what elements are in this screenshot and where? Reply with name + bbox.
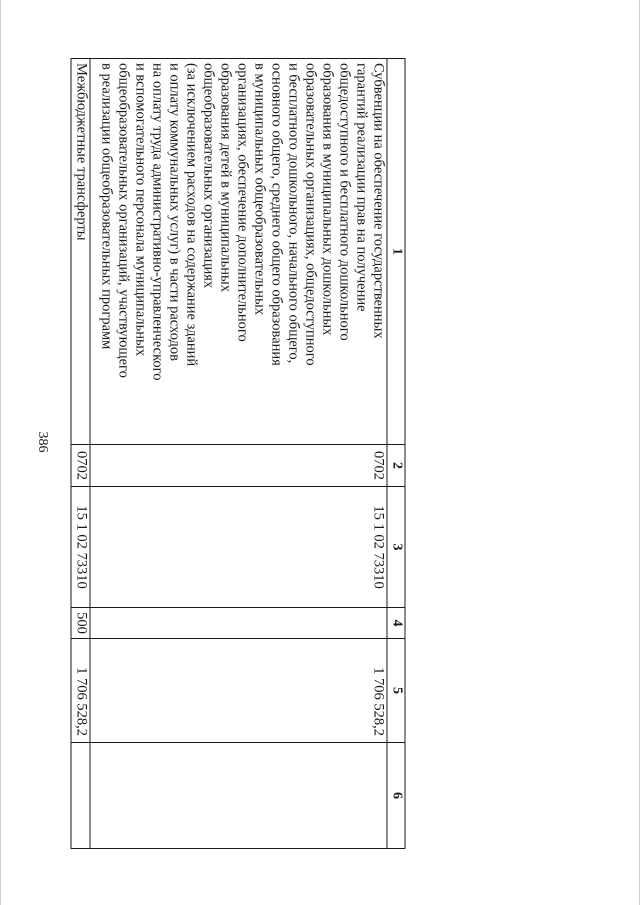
description-line: в муниципальных общеобразовательных — [251, 63, 267, 316]
description-line: образования в муниципальных дошкольных — [319, 63, 335, 336]
row-amount: 1 706 528,2 — [90, 639, 387, 743]
description-line: образовательных организациях, общедоступного — [302, 63, 318, 366]
description-line: и вспомогательного персонала муниципальных — [132, 63, 148, 356]
header-col-3: 3 — [387, 487, 405, 608]
row-description — [90, 59, 387, 445]
row-target-code: 15 1 02 73310 — [90, 487, 387, 608]
table-header-row — [387, 59, 405, 849]
rotated-table-container — [70, 58, 405, 848]
row-section-code: 0702 — [90, 445, 387, 487]
table-row — [90, 59, 387, 849]
description-line: основного общего, среднего общего образования — [268, 63, 284, 366]
description-line: организациях, обеспечение дополнительного — [234, 63, 250, 342]
table-row — [71, 59, 90, 849]
page-number: 386 — [35, 431, 50, 453]
description-line: в реализации общеобразовательных программ — [98, 63, 114, 350]
header-col-5: 5 — [387, 639, 405, 743]
row-target-code: 15 1 02 73310 — [71, 487, 90, 608]
description-line: общедоступного и бесплатного дошкольного — [336, 63, 352, 341]
row-amount: 1 706 528,2 — [71, 639, 90, 743]
description-line: образования детей в муниципальных — [217, 63, 233, 292]
description-line: на оплату труда административно-управленческого — [149, 63, 165, 381]
description-line: и бесплатного дошкольного, начального общего, — [285, 63, 301, 364]
budget-table — [70, 58, 405, 849]
description-line: (за исключением расходов на содержание зданий — [183, 63, 199, 367]
description-line: общеобразовательных организаций, участвующего — [115, 63, 131, 378]
header-col-4: 4 — [387, 608, 405, 639]
row-section-code: 0702 — [71, 445, 90, 487]
description-line: и оплату коммунальных услуг) в части расходов — [166, 63, 182, 362]
header-col-2: 2 — [387, 445, 405, 487]
description-line: Субвенции на обеспечение государственных — [370, 63, 386, 339]
description-line: общеобразовательных организациях — [200, 63, 216, 289]
row-col6 — [71, 743, 90, 849]
header-col-6: 6 — [387, 743, 405, 849]
row-expense-type: 500 — [71, 608, 90, 639]
row-col6 — [90, 743, 387, 849]
row-expense-type — [90, 608, 387, 639]
row-description: Межбюджетные трансферты — [71, 59, 90, 445]
header-col-1: 1 — [387, 59, 405, 445]
description-line: гарантий реализации прав на получение — [353, 63, 369, 312]
